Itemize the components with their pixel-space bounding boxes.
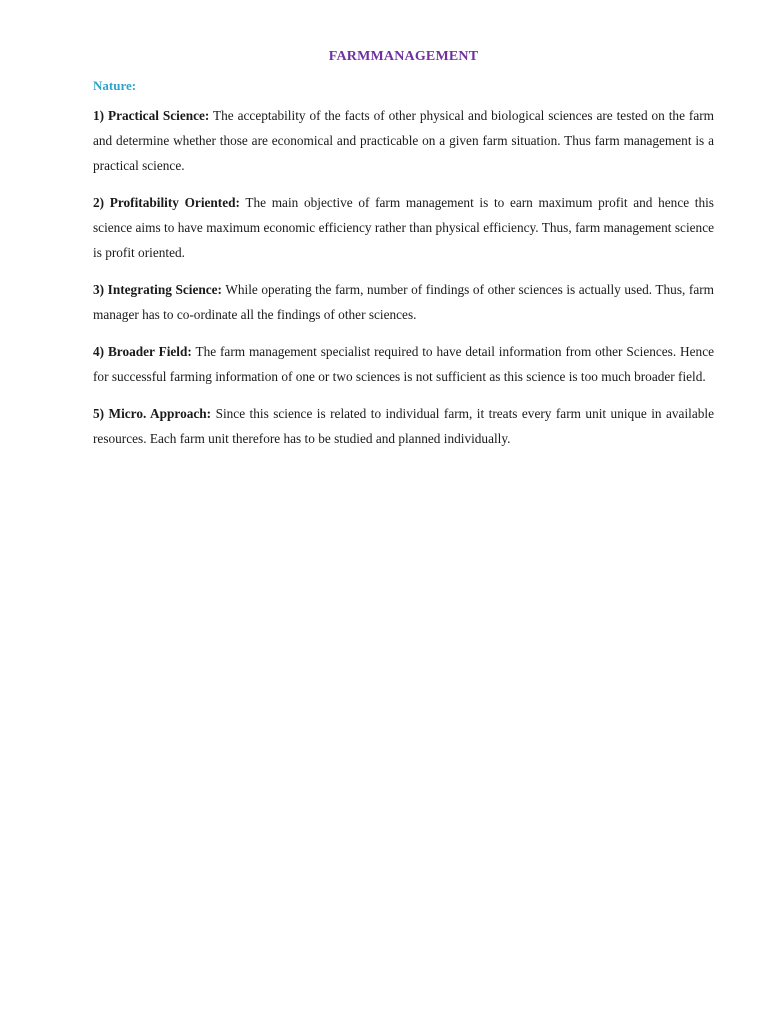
point-text: Since this science is related to individual farm, it treats every farm unit unique in available resources. Each farm unit therefore has to be studied and planned individually. [93,406,714,446]
point-profitability-oriented [93,190,714,265]
document-page [93,49,714,463]
point-term: 1) Practical Science: [93,108,210,123]
point-text: The farm management specialist required to have detail information from other Sciences. Hence for successful farming information of one or two sciences is not sufficient as this science is too much broader field. [93,344,714,384]
point-micro-approach [93,401,714,451]
point-text: The main objective of farm management is to earn maximum profit and hence this science aims to have maximum economic efficiency rather than physical efficiency. Thus, farm management science is profit oriented. [93,195,714,260]
point-practical-science [93,103,714,178]
point-text: While operating the farm, number of findings of other sciences is actually used. Thus, farm manager has to co-ordinate all the findings of other sciences. [93,282,714,322]
point-term: 2) Profitability Oriented: [93,195,240,210]
point-integrating-science [93,277,714,327]
point-broader-field [93,339,714,389]
document-title: FARMMANAGEMENT [328,49,479,64]
point-term: 3) Integrating Science: [93,282,222,297]
point-text: The acceptability of the facts of other physical and biological sciences are tested on the farm and determine whether those are economical and practicable on a given farm situation. Thus farm management is a practical science. [93,108,714,173]
section-heading-nature: Nature: [93,78,137,93]
point-term: 5) Micro. Approach: [93,406,212,421]
point-term: 4) Broader Field: [93,344,192,359]
